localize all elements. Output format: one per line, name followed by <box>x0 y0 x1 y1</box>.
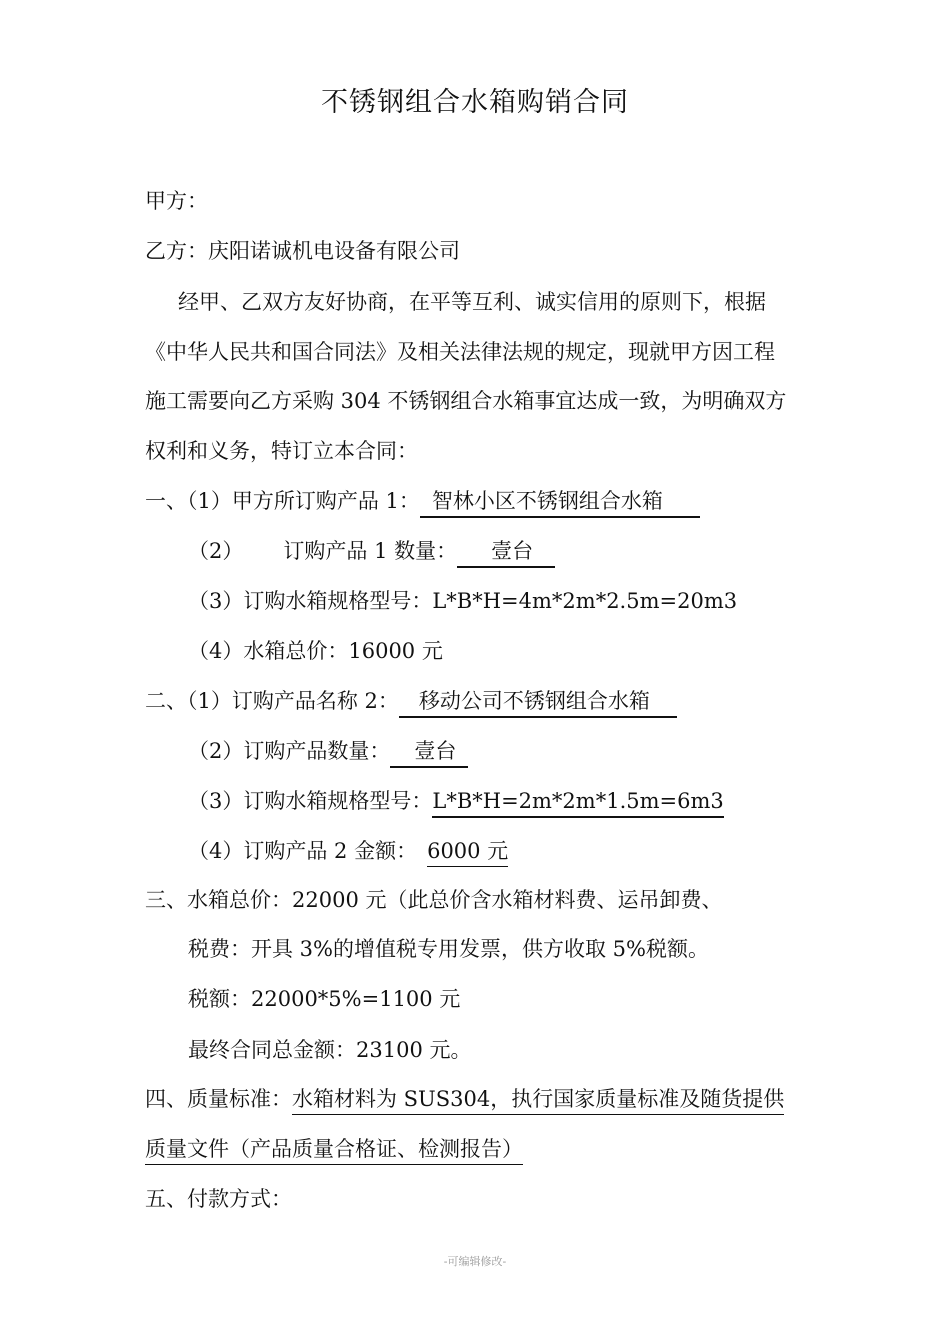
s4-value-1: 水箱材料为 SUS304，执行国家质量标准及随货提供 <box>292 1086 784 1115</box>
s4-line-2 <box>145 1134 523 1165</box>
s1-item-2-value: 壹台 <box>457 538 555 568</box>
s1-item-1-label: 一、（1）甲方所订购产品 1： <box>145 489 420 513</box>
s5-line-1: 五、付款方式： <box>145 1187 292 1211</box>
s3-line-4: 最终合同总金额：23100 元。 <box>188 1038 472 1062</box>
intro-line-3: 施工需要向乙方采购 304 不锈钢组合水箱事宜达成一致，为明确双方 <box>145 389 787 413</box>
s1-item-4: （4）水箱总价：16000 元 <box>188 639 443 663</box>
intro-line-1: 经甲、乙双方友好协商，在平等互利、诚实信用的原则下，根据 <box>178 290 766 314</box>
s2-item-4-label: （4）订购产品 2 金额： <box>188 839 418 863</box>
s2-item-1-value: 移动公司不锈钢组合水箱 <box>399 688 677 718</box>
intro-line-4: 权利和义务，特订立本合同： <box>145 439 418 463</box>
s1-item-2-label: （2） 订购产品 1 数量： <box>188 539 458 563</box>
s2-item-2 <box>188 736 468 768</box>
s2-item-4-value: 6000 元 <box>427 838 508 867</box>
s1-item-2 <box>188 536 555 568</box>
s1-item-3: （3）订购水箱规格型号：L*B*H=4m*2m*2.5m=20m3 <box>188 589 738 613</box>
party-b-line: 乙方：庆阳诺诚机电设备有限公司 <box>145 239 460 263</box>
s3-line-3: 税额：22000*5%=1100 元 <box>188 987 461 1011</box>
s4-value-2: 质量文件（产品质量合格证、检测报告） <box>145 1136 523 1165</box>
intro-line-2: 《中华人民共和国合同法》及相关法律法规的规定，现就甲方因工程 <box>145 340 775 364</box>
s2-item-1 <box>145 686 677 718</box>
s4-label: 四、质量标准： <box>145 1087 292 1111</box>
page-footer: -可编辑修改- <box>443 1255 507 1268</box>
s2-item-3-value: L*B*H=2m*2m*1.5m=6m3 <box>432 788 723 818</box>
s4-line-1 <box>145 1084 784 1115</box>
s1-item-1 <box>145 486 700 518</box>
party-a-line: 甲方： <box>145 189 208 213</box>
s3-line-1: 三、水箱总价：22000 元（此总价含水箱材料费、运吊卸费、 <box>145 888 723 912</box>
contract-title: 不锈钢组合水箱购销合同 <box>321 87 629 118</box>
s2-item-2-value: 壹台 <box>390 738 468 768</box>
s3-line-2: 税费：开具 3%的增值税专用发票，供方收取 5%税额。 <box>188 937 709 961</box>
s2-item-1-label: 二、（1）订购产品名称 2： <box>145 689 399 713</box>
s1-item-1-value: 智林小区不锈钢组合水箱 <box>420 488 700 518</box>
s2-item-3-label: （3）订购水箱规格型号： <box>188 789 433 813</box>
s2-item-3 <box>188 786 724 818</box>
s2-item-4 <box>188 836 508 867</box>
s2-item-2-label: （2）订购产品数量： <box>188 739 391 763</box>
